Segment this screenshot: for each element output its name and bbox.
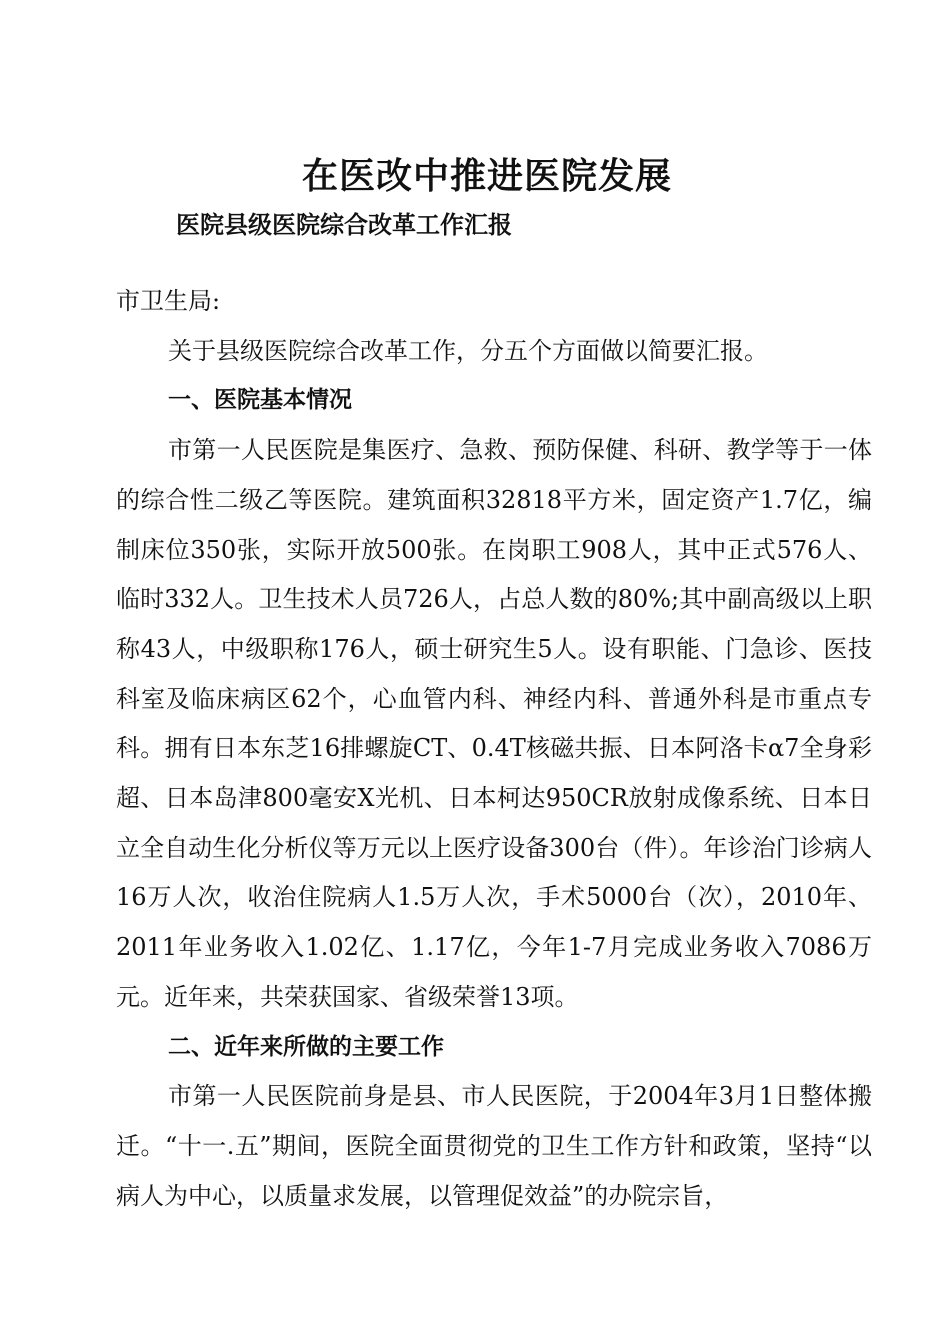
- document-subtitle: 医院县级医院综合改革工作汇报: [176, 211, 512, 239]
- section-paragraph-1: 市第一人民医院是集医疗、急救、预防保健、科研、教学等于一体的综合性二级乙等医院。建筑面积32818平方米，固定资产1.7亿，编制床位350张，实际开放500张。在岗职工908人，其中正式576人、临时332人。卫生技术人员726人，占总人数的80%;其中副高级以上职称43人，中级职称176人，硕士研究生5人。设有职能、门急诊、医技科室及临床病区62个，心血管内科、神经内科、普通外科是市重点专科。拥有日本东芝16排螺旋CT、0.4T核磁共振、日本阿洛卡α7全身彩超、日本岛津800毫安X光机、日本柯达950CR放射成像系统、日本日立全自动生化分析仪等万元以上医疗设备300台（件）。年诊治门诊病人16万人次，收治住院病人1.5万人次，手术5000台（次），2010年、2011年业务收入1.02亿、1.17亿，今年1-7月完成业务收入7086万元。近年来，共荣获国家、省级荣誉13项。: [116, 436, 872, 1011]
- document-body: [116, 277, 872, 1221]
- document-title: 在医改中推进医院发展: [301, 156, 672, 197]
- intro-paragraph: 关于县级医院综合改革工作，分五个方面做以简要汇报。: [168, 336, 768, 365]
- salutation: 市卫生局:: [116, 287, 221, 315]
- section-heading-2: 二、近年来所做的主要工作: [168, 1033, 444, 1060]
- section-heading-1: 一、医院基本情况: [168, 387, 352, 414]
- section-paragraph-2: 市第一人民医院前身是县、市人民医院，于2004年3月1日整体搬迁。“十一.五”期间，医院全面贯彻党的卫生工作方针和政策，坚持“以病人为中心，以质量求发展，以管理促效益”的办院宗旨，: [116, 1082, 872, 1210]
